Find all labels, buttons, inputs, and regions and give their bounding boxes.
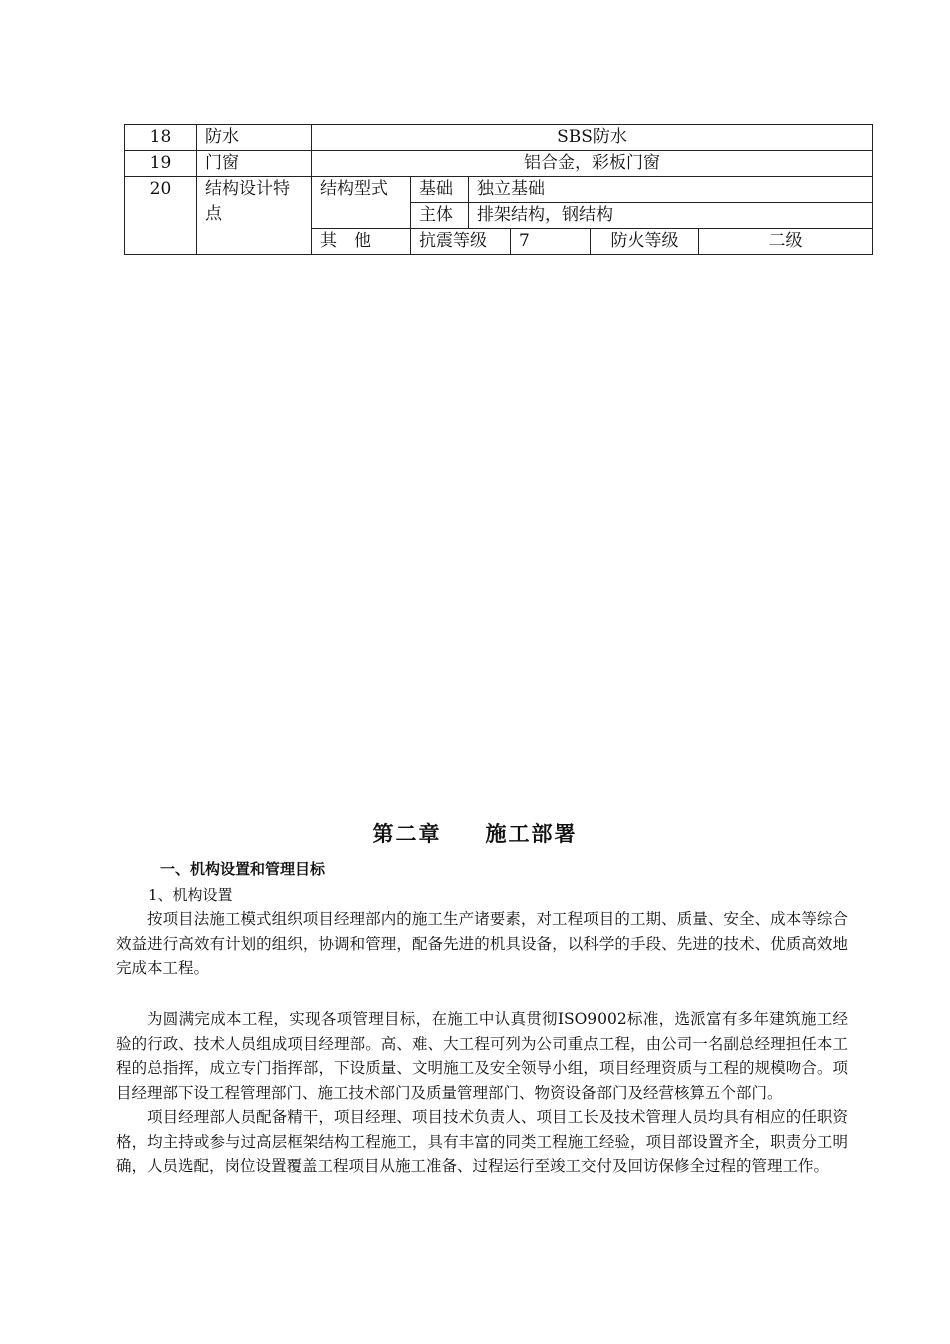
seismic-grade-label: 抗震等级 — [411, 229, 511, 255]
table-row — [125, 125, 873, 151]
row-number: 18 — [125, 125, 197, 151]
chapter-number: 第二章 — [372, 822, 442, 846]
row-number: 19 — [125, 151, 197, 177]
row-number: 20 — [125, 177, 197, 255]
seismic-grade-value: 7 — [511, 229, 591, 255]
subsection-heading: 1、机构设置 — [148, 886, 233, 904]
fire-grade-value: 二级 — [699, 229, 873, 255]
paragraph: 为圆满完成本工程，实现各项管理目标，在施工中认真贯彻ISO9002标准，选派富有多年建筑施工经验的行政、技术人员组成项目经理部。高、难、大工程可列为公司重点工程，由公司一名副总经理担任本工程的总指挥，成立专门指挥部，下设质量、文明施工及安全领导小组，项目经理资质与工程的规模吻合。项目经理部下设工程管理部门、施工技术部门及质量管理部门、物资设备部门及经营核算五个部门。 — [116, 1010, 848, 1102]
foundation-label: 基础 — [411, 177, 469, 203]
row-item: 防水 — [197, 125, 312, 151]
fire-grade-label: 防火等级 — [591, 229, 699, 255]
project-spec-table — [124, 124, 873, 255]
row-value: SBS防水 — [312, 125, 873, 151]
structure-type-label: 结构型式 — [312, 177, 411, 229]
section-heading: 一、机构设置和管理目标 — [160, 860, 326, 878]
table-row — [125, 151, 873, 177]
table-row — [125, 177, 873, 203]
paragraph: 项目经理部人员配备精干，项目经理、项目技术负责人、项目工长及技术管理人员均具有相应的任职资格，均主持或参与过高层框架结构工程施工，具有丰富的同类工程施工经验，项目部设置齐全，职责分工明确，人员选配，岗位设置覆盖工程项目从施工准备、过程运行至竣工交付及回访保修全过程的管理工作。 — [116, 1108, 848, 1175]
foundation-value: 独立基础 — [469, 177, 873, 203]
main-structure-label: 主体 — [411, 203, 469, 229]
row-item: 门窗 — [197, 151, 312, 177]
body-text — [116, 1105, 848, 1179]
body-text — [116, 907, 848, 981]
row-item: 结构设计特点 — [197, 177, 312, 255]
paragraph: 按项目法施工模式组织项目经理部内的施工生产诸要素，对工程项目的工期、质量、安全、成本等综合效益进行高效有计划的组织，协调和管理，配备先进的机具设备，以科学的手段、先进的技术、优质高效地完成本工程。 — [116, 910, 848, 977]
chapter-name: 施工部署 — [485, 822, 578, 846]
other-label: 其 他 — [312, 229, 411, 255]
body-text — [116, 1007, 848, 1105]
main-structure-value: 排架结构，钢结构 — [469, 203, 873, 229]
chapter-title — [0, 818, 950, 848]
row-value: 铝合金，彩板门窗 — [312, 151, 873, 177]
